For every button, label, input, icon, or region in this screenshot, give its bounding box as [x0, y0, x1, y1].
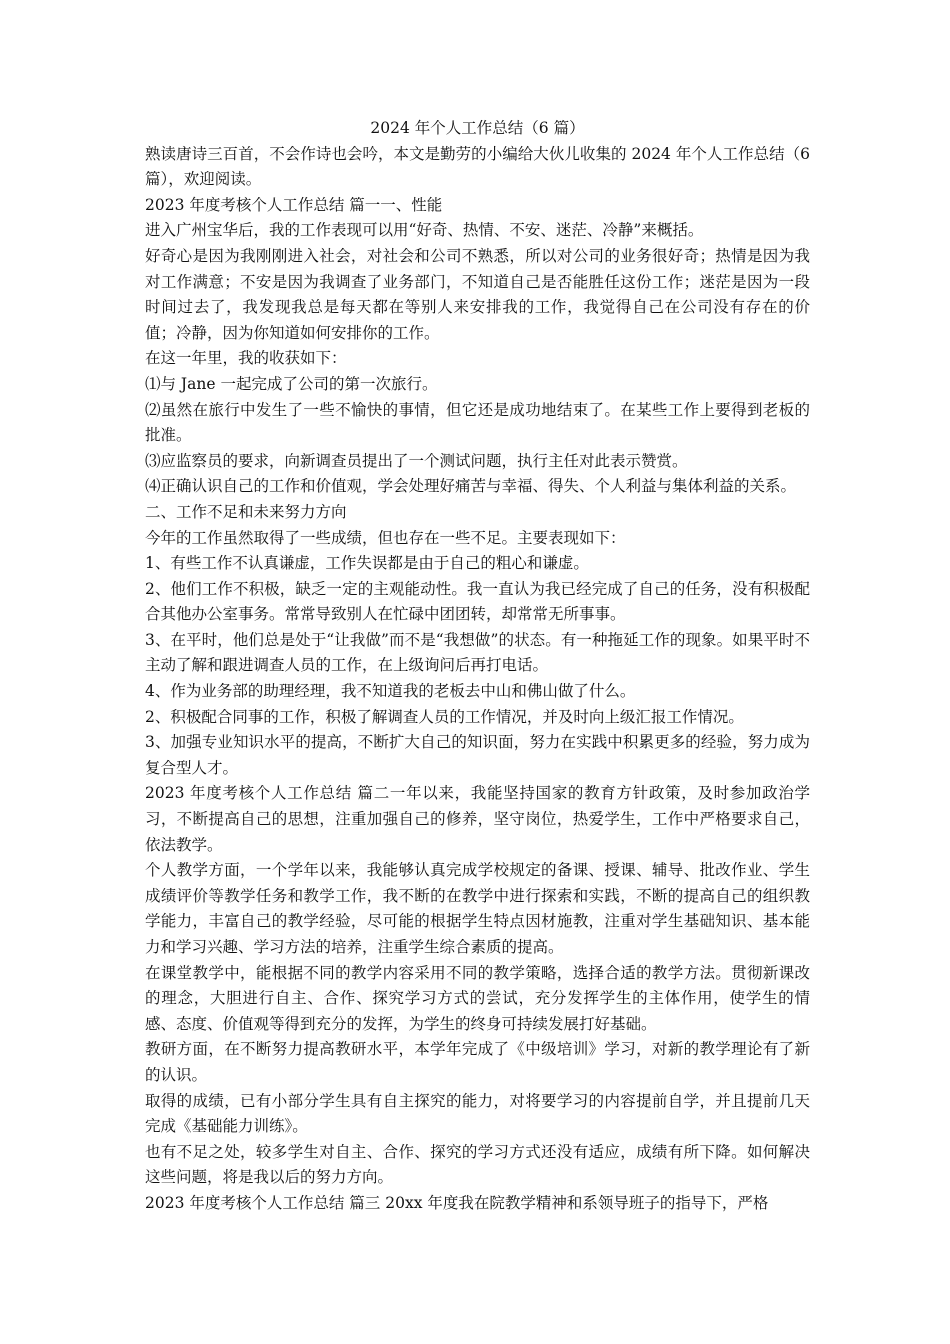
paragraph: 也有不足之处，较多学生对自主、合作、探究的学习方式还没有适应，成绩有所下降。如何解决这些问题，将是我以后的努力方向。 [145, 1142, 810, 1187]
paragraph: 2、他们工作不积极，缺乏一定的主观能动性。我一直认为我已经完成了自己的任务，没有积极配合其他办公室事务。常常导致别人在忙碌中团团转，却常常无所事事。 [145, 579, 810, 624]
paragraph: 4、作为业务部的助理经理，我不知道我的老板去中山和佛山做了什么。 [145, 682, 636, 701]
paragraph: 进入广州宝华后，我的工作表现可以用“好奇、热情、不安、迷茫、冷静”来概括。 [145, 221, 704, 240]
paragraph: 3、加强专业知识水平的提高，不断扩大自己的知识面，努力在实践中积累更多的经验，努力成为复合型人才。 [145, 733, 810, 777]
paragraph: ⑷正确认识自己的工作和价值观，学会处理好痛苦与幸福、得失、个人利益与集体利益的关系。 [145, 477, 797, 496]
paragraph: 取得的成绩，已有小部分学生具有自主探究的能力，对将要学习的内容提前自学，并且提前几天完成《基础能力训练》。 [145, 1091, 810, 1136]
paragraph: 1、有些工作不认真谦虚，工作失误都是由于自己的粗心和谦虚。 [145, 554, 589, 573]
paragraph: 2023 年度考核个人工作总结 篇三 20xx 年度我在院教学精神和系领导班子的指导下，严格 [145, 1193, 769, 1212]
paragraph: ⑶应监察员的要求，向新调查员提出了一个测试问题，执行主任对此表示赞赏。 [145, 451, 688, 470]
paragraph: 二、工作不足和未来努力方向 [145, 502, 347, 521]
paragraph: ⑵虽然在旅行中发生了一些不愉快的事情，但它还是成功地结束了。在某些工作上要得到老板的批准。 [145, 400, 810, 445]
paragraph: 在课堂教学中，能根据不同的教学内容采用不同的教学策略，选择合适的教学方法。贯彻新课改的理念，大胆进行自主、合作、探究学习方式的尝试，充分发挥学生的主体作用，使学生的情感、态度、价值观等得到充分的发挥，为学生的终身可持续发展打好基础。 [145, 963, 810, 1033]
paragraph: 在这一年里，我的收获如下： [145, 349, 347, 368]
paragraph: 3、在平时，他们总是处于“让我做”而不是“我想做”的状态。有一种拖延工作的现象。如果平时不主动了解和跟进调查人员的工作，在上级询问后再打电话。 [145, 630, 810, 675]
paragraph: 好奇心是因为我刚刚进入社会，对社会和公司不熟悉，所以对公司的业务很好奇；热情是因为我对工作满意；不安是因为我调查了业务部门，不知道自己是否能胜任这份工作；迷茫是因为一段时间过去了，我发现我总是每天都在等别人来安排我的工作，我觉得自己在公司没有存在的价值；冷静，因为你知道如何安排你的工作。 [145, 246, 810, 342]
paragraph: 2、积极配合同事的工作，积极了解调查人员的工作情况，并及时向上级汇报工作情况。 [145, 707, 744, 726]
document-body [145, 142, 810, 1217]
paragraph: 今年的工作虽然取得了一些成绩，但也存在一些不足。主要表现如下： [145, 528, 626, 547]
document-page [145, 116, 810, 1217]
paragraph: 教研方面，在不断努力提高教研水平，本学年完成了《中级培训》学习，对新的教学理论有了新的认识。 [145, 1040, 810, 1084]
paragraph: 个人教学方面，一个学年以来，我能够认真完成学校规定的备课、授课、辅导、批改作业、学生成绩评价等教学任务和教学工作，我不断的在教学中进行探索和实践，不断的提高自己的组织教学能力，丰富自己的教学经验，尽可能的根据学生特点因材施教，注重对学生基础知识、基本能力和学习兴趣、学习方法的培养，注重学生综合素质的提高。 [145, 861, 810, 956]
document-title: 2024 年个人工作总结（6 篇） [370, 119, 585, 137]
paragraph: 2023 年度考核个人工作总结 篇一一、性能 [145, 195, 443, 214]
paragraph: 熟读唐诗三百首，不会作诗也会吟，本文是勤劳的小编给大伙儿收集的 2024 年个人工作总结（6 篇），欢迎阅读。 [145, 144, 810, 189]
paragraph: 2023 年度考核个人工作总结 篇二一年以来，我能坚持国家的教育方针政策，及时参加政治学习，不断提高自己的思想，注重加强自己的修养，坚守岗位，热爱学生，工作中严格要求自己，依法教学。 [145, 784, 810, 854]
paragraph: ⑴与 Jane 一起完成了公司的第一次旅行。 [145, 374, 438, 393]
